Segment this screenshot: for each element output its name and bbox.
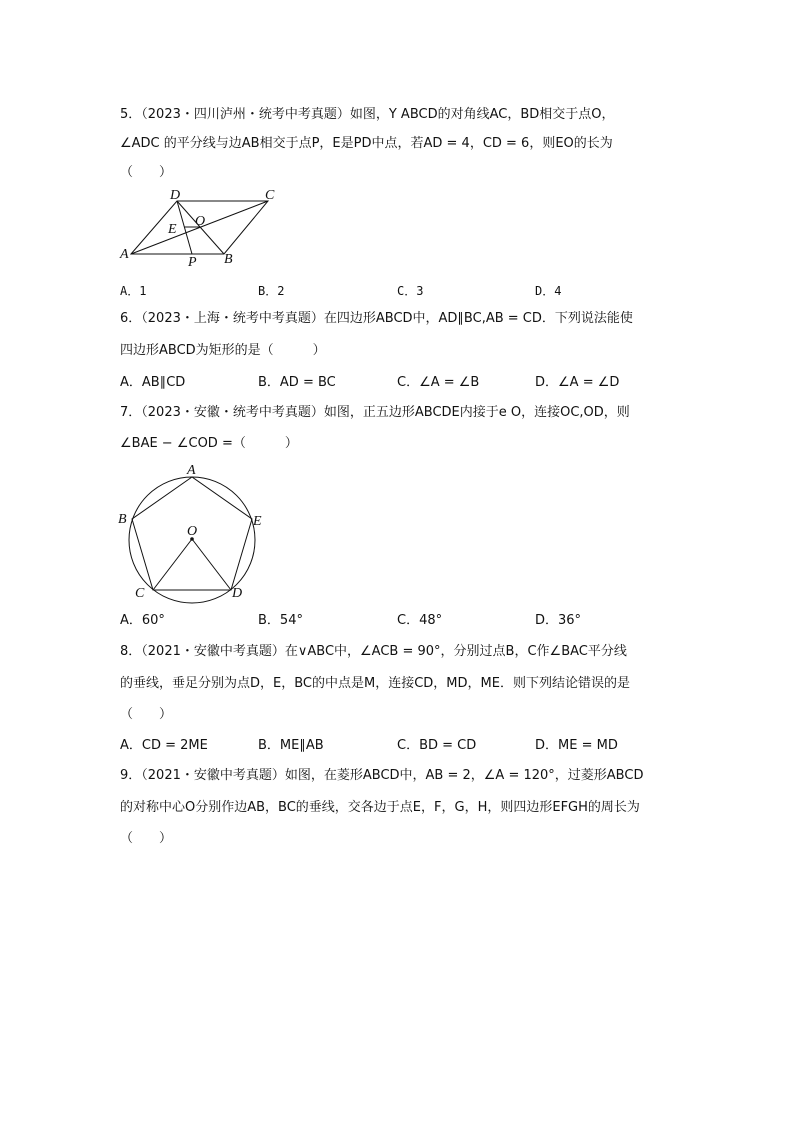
q5-option-b: B．2 (258, 284, 285, 298)
q8-option-c: C．BD = CD (397, 738, 477, 753)
q8-option-b: B．ME∥AB (258, 738, 324, 753)
q5-label-p: P (188, 255, 197, 268)
q7-label-c: C (135, 586, 145, 601)
q5-label-d: D (170, 188, 181, 203)
q5-line1: 5．（2023・四川泸州・统考中考真题）如图，Y ABCD的对角线AC，BD相交于点O， (120, 107, 615, 122)
q7-label-e: E (253, 514, 262, 529)
q5-option-d: D．4 (535, 284, 562, 298)
q8-option-a: A．CD = 2ME (120, 738, 208, 753)
q6-option-d: D．∠A = ∠D (535, 375, 620, 390)
q7-label-a: A (187, 463, 196, 478)
q8-line2: 的垂线，垂足分别为点D，E，BC的中点是M，连接CD，MD，ME．则下列结论错误的是 (120, 676, 630, 691)
q7-line1: 7．（2023・安徽・统考中考真题）如图，正五边形ABCDE内接于e O，连接OC,OD，则 (120, 405, 630, 420)
q9-blank: （ ） (120, 831, 173, 846)
q5-parallelogram-figure (115, 188, 290, 268)
q5-blank: （ ） (120, 165, 173, 180)
q5-label-a: A (120, 247, 129, 262)
q7-label-o: O (187, 524, 198, 539)
q5-label-c: C (265, 188, 275, 203)
q8-blank: （ ） (120, 707, 173, 722)
q8-line1: 8．（2021・安徽中考真题）在∨ABC中，∠ACB = 90°，分别过点B，C作∠BAC平分线 (120, 644, 627, 659)
q7-pentagon-circle-figure (115, 460, 275, 605)
q6-option-c: C．∠A = ∠B (397, 375, 480, 390)
q7-option-c: C．48° (397, 613, 443, 628)
q7-label-d: D (232, 586, 243, 601)
q6-option-a: A．AB∥CD (120, 375, 186, 390)
q5-label-e: E (168, 222, 177, 237)
q8-option-d: D．ME = MD (535, 738, 618, 753)
q5-label-b: B (224, 252, 233, 267)
q9-line1: 9．（2021・安徽中考真题）如图，在菱形ABCD中，AB = 2，∠A = 120°，过菱形ABCD (120, 768, 644, 783)
q5-option-c: C．3 (397, 284, 424, 298)
q7-line2: ∠BAE − ∠COD =（ ） (120, 436, 298, 451)
q6-line1: 6．（2023・上海・统考中考真题）在四边形ABCD中，AD∥BC,AB = CD．下列说法能使 (120, 311, 633, 326)
q7-option-d: D．36° (535, 613, 582, 628)
q5-label-o: O (195, 214, 206, 229)
q6-option-b: B．AD = BC (258, 375, 336, 390)
q7-option-a: A．60° (120, 613, 165, 628)
q7-label-b: B (118, 512, 127, 527)
q5-option-a: A．1 (120, 284, 147, 298)
q9-line2: 的对称中心O分别作边AB，BC的垂线，交各边于点E，F，G，H，则四边形EFGH的周长为 (120, 800, 640, 815)
q6-line2: 四边形ABCD为矩形的是（ ） (120, 343, 326, 358)
q7-option-b: B．54° (258, 613, 303, 628)
q5-line2: ∠ADC 的平分线与边AB相交于点P，E是PD中点，若AD = 4，CD = 6，则EO的长为 (120, 136, 613, 151)
